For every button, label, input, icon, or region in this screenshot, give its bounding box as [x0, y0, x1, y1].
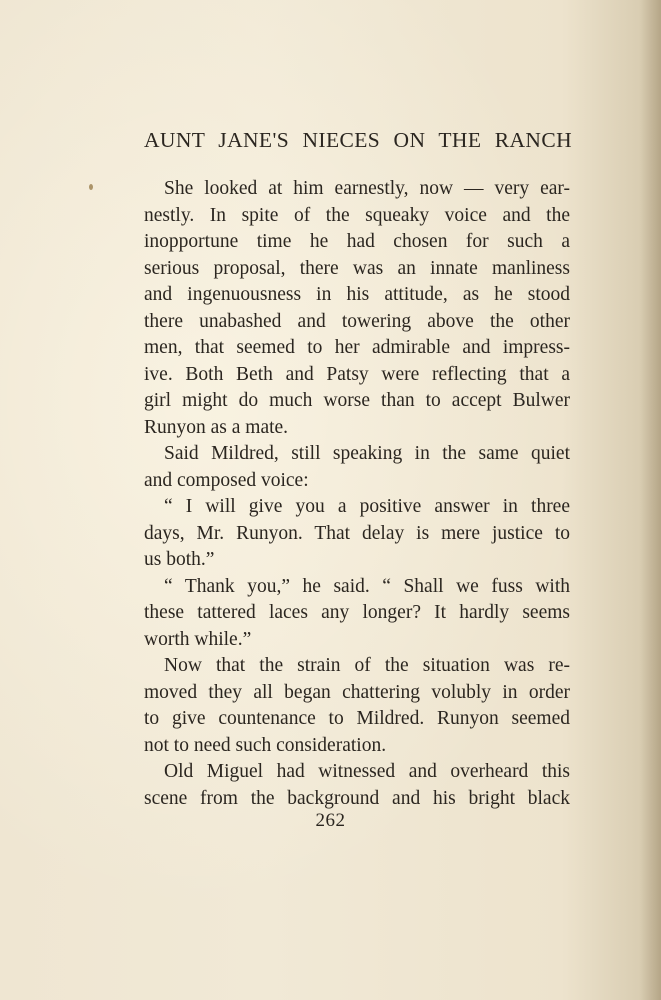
page-number: 262: [315, 810, 346, 831]
text-line: not to need such consideration.: [144, 734, 387, 756]
text-line: scene from the background and his bright black: [144, 787, 570, 809]
text-line: and composed voice:: [144, 469, 309, 491]
text-line: Said Mildred, still speaking in the same quiet: [164, 443, 570, 464]
text-line: moved they all began chattering volubly in order: [144, 681, 570, 703]
text-line: inopportune time he had chosen for such a: [144, 231, 570, 252]
text-line: these tattered laces any longer? It hardly seems: [144, 602, 570, 623]
text-line: “ I will give you a positive answer in three: [164, 496, 570, 517]
text-line: ive. Both Beth and Patsy were reflecting that a: [144, 363, 570, 385]
text-line: Now that the strain of the situation was re-: [164, 655, 570, 676]
text-line: She looked at him earnestly, now — very ear-: [164, 178, 570, 199]
text-line: worth while.”: [144, 628, 252, 650]
text-line: Old Miguel had witnessed and overheard this: [164, 761, 570, 782]
text-line: and ingenuousness in his attitude, as he stood: [144, 284, 570, 305]
paper-blemish: [89, 184, 93, 190]
running-head: AUNT JANE'S NIECES ON THE RANCH: [144, 128, 572, 152]
text-line: men, that seemed to her admirable and impress-: [144, 337, 570, 358]
text-line: there unabashed and towering above the other: [144, 310, 570, 332]
body-text: [144, 176, 570, 812]
text-line: to give countenance to Mildred. Runyon seemed: [144, 708, 570, 729]
text-line: Runyon as a mate.: [144, 416, 289, 438]
text-line: serious proposal, there was an innate manliness: [144, 257, 570, 279]
text-line: “ Thank you,” he said. “ Shall we fuss with: [164, 575, 570, 597]
text-line: nestly. In spite of the squeaky voice and the: [144, 204, 570, 226]
text-line: us both.”: [144, 549, 215, 570]
text-line: girl might do much worse than to accept Bulwer: [144, 390, 570, 411]
text-line: days, Mr. Runyon. That delay is mere justice to: [144, 522, 570, 544]
page-edge-shadow: [639, 0, 661, 1000]
